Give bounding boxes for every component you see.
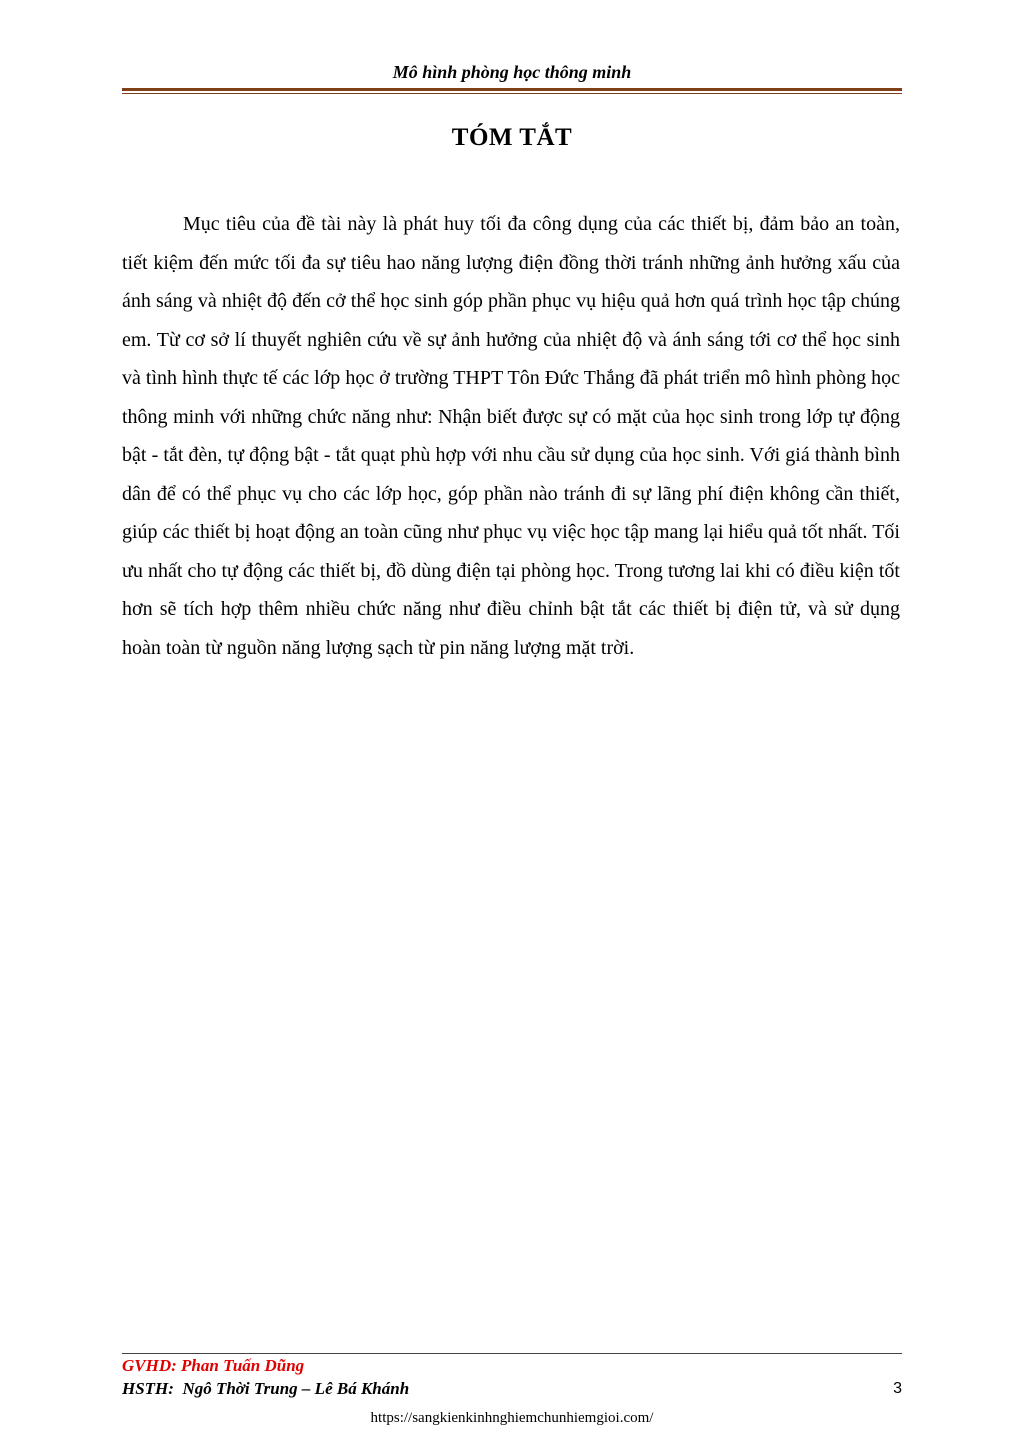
running-header-title: Mô hình phòng học thông minh [392, 62, 632, 82]
abstract-paragraph: Mục tiêu của đề tài này là phát huy tối đa công dụng của các thiết bị, đảm bảo an toàn, tiết kiệm đến mức tối đa sự tiêu hao năng lượng điện đồng thời tránh những ảnh hưởng xấu của ánh sáng và nhiệt độ đến cở thể học sinh góp phần phục vụ hiệu quả hơn quá trình học tập chúng em. Từ cơ sở lí thuyết nghiên cứu về sự ảnh hưởng của nhiệt độ và ánh sáng tới cơ thể học sinh và tình hình thực tế các lớp học ở trường THPT Tôn Đức Thắng đã phát triển mô hình phòng học thông minh với những chức năng như: Nhận biết được sự có mặt của học sinh trong lớp tự động bật - tắt đèn, tự động bật - tắt quạt phù hợp với nhu cầu sử dụng của học sinh. Với giá thành bình dân để có thể phục vụ cho các lớp học, góp phần nào tránh đi sự lãng phí điện không cần thiết, giúp các thiết bị hoạt động an toàn cũng như phục vụ việc học tập mang lại hiểu quả tốt nhất. Tối ưu nhất cho tự động các thiết bị, đồ dùng điện tại phòng học. Trong tương lai khi có điều kiện tốt hơn sẽ tích hợp thêm nhiều chức năng như điều chỉnh bật tắt các thiết bị điện tử, và sử dụng hoàn toàn từ nguồn năng lượng sạch từ pin năng lượng mặt trời. [122, 213, 900, 659]
header-divider-thin [122, 93, 902, 94]
footer-divider [122, 1353, 902, 1354]
header-divider [122, 88, 902, 91]
page-number: 3 [893, 1380, 902, 1397]
footer-advisor: GVHD: Phan Tuấn Dũng [122, 1356, 305, 1375]
footer-url[interactable]: https://sangkienkinhnghiemchunhiemgioi.com/ [370, 1410, 654, 1426]
footer-students: HSTH: Ngô Thời Trung – Lê Bá Khánh [122, 1379, 410, 1398]
page-heading: TÓM TẮT [451, 124, 573, 151]
